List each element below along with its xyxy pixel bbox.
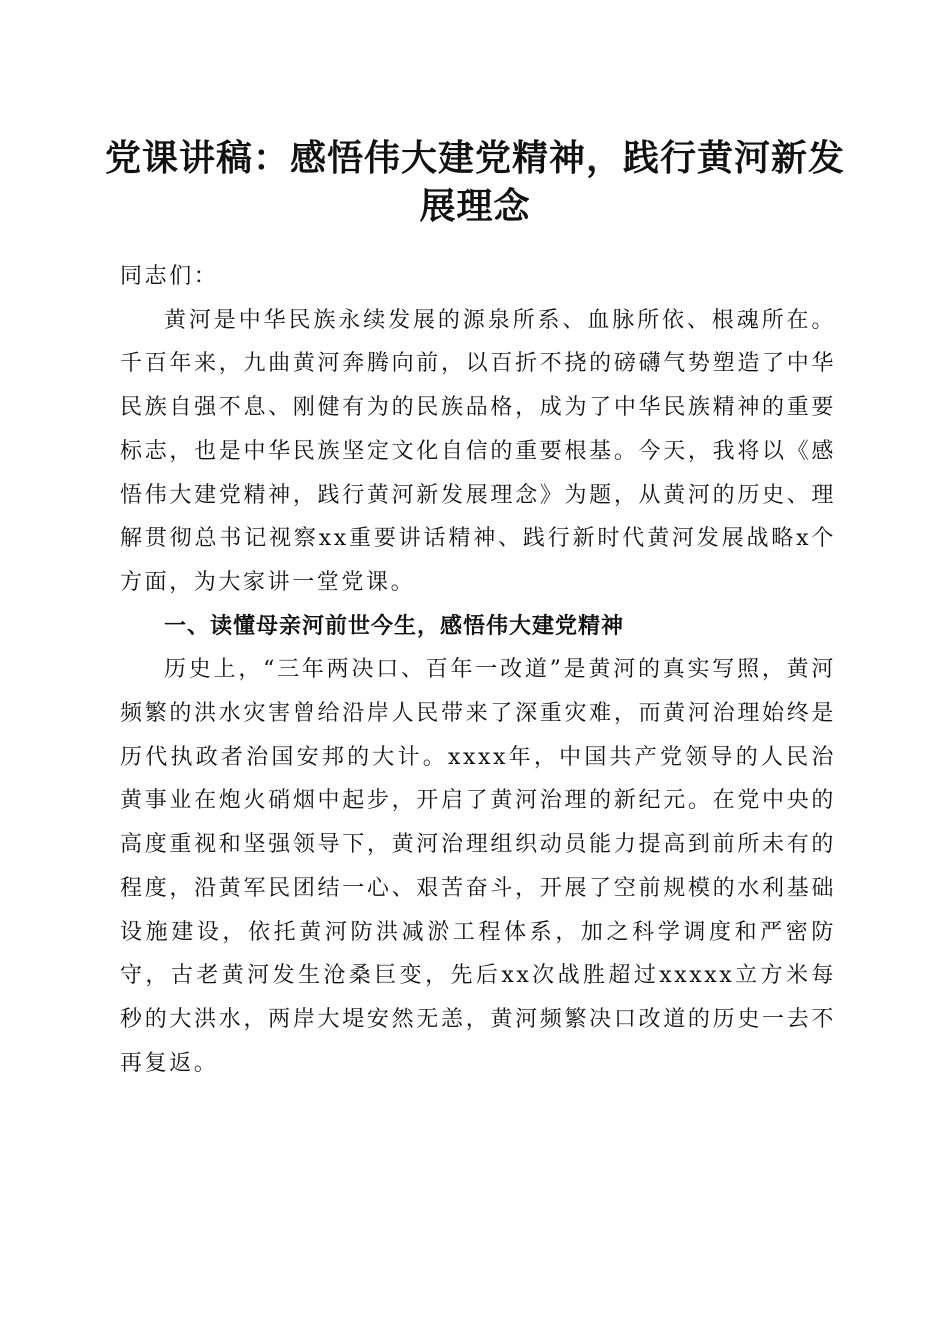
document-title: 党课讲稿：感悟伟大建党精神，践行黄河新发展理念: [104, 138, 845, 227]
intro-paragraph: 黄河是中华民族永续发展的源泉所系、血脉所依、根魂所在。千百年来，九曲黄河奔腾向前，以百折不挠的磅礴气势塑造了中华民族自强不息、刚健有为的民族品格，成为了中华民族精神的重要标志，也是中华民族坚定文化自信的重要根基。今天，我将以《感悟伟大建党精神，践行黄河新发展理念》为题，从黄河的历史、理解贯彻总书记视察xx重要讲话精神、践行新时代黄河发展战略x个方面，为大家讲一堂党课。: [120, 307, 836, 595]
document-body: [120, 255, 836, 1085]
section-paragraph: 历史上，“三年两决口、百年一改道”是黄河的真实写照，黄河频繁的洪水灾害曾给沿岸人民带来了深重灾难，而黄河治理始终是历代执政者治国安邦的大计。xxxx年，中国共产党领导的人民治黄事业在炮火硝烟中起步，开启了黄河治理的新纪元。在党中央的高度重视和坚强领导下，黄河治理组织动员能力提高到前所未有的程度，沿黄军民团结一心、艰苦奋斗，开展了空前规模的水利基础设施建设，依托黄河防洪减淤工程体系，加之科学调度和严密防守，古老黄河发生沧桑巨变，先后xx次战胜超过xxxxx立方米每秒的大洪水，两岸大堤安然无恙，黄河频繁决口改道的历史一去不再复返。: [120, 657, 836, 1076]
section-heading: 一、读懂母亲河前世今生，感悟伟大建党精神: [164, 613, 625, 639]
salutation: 同志们：: [120, 264, 219, 289]
